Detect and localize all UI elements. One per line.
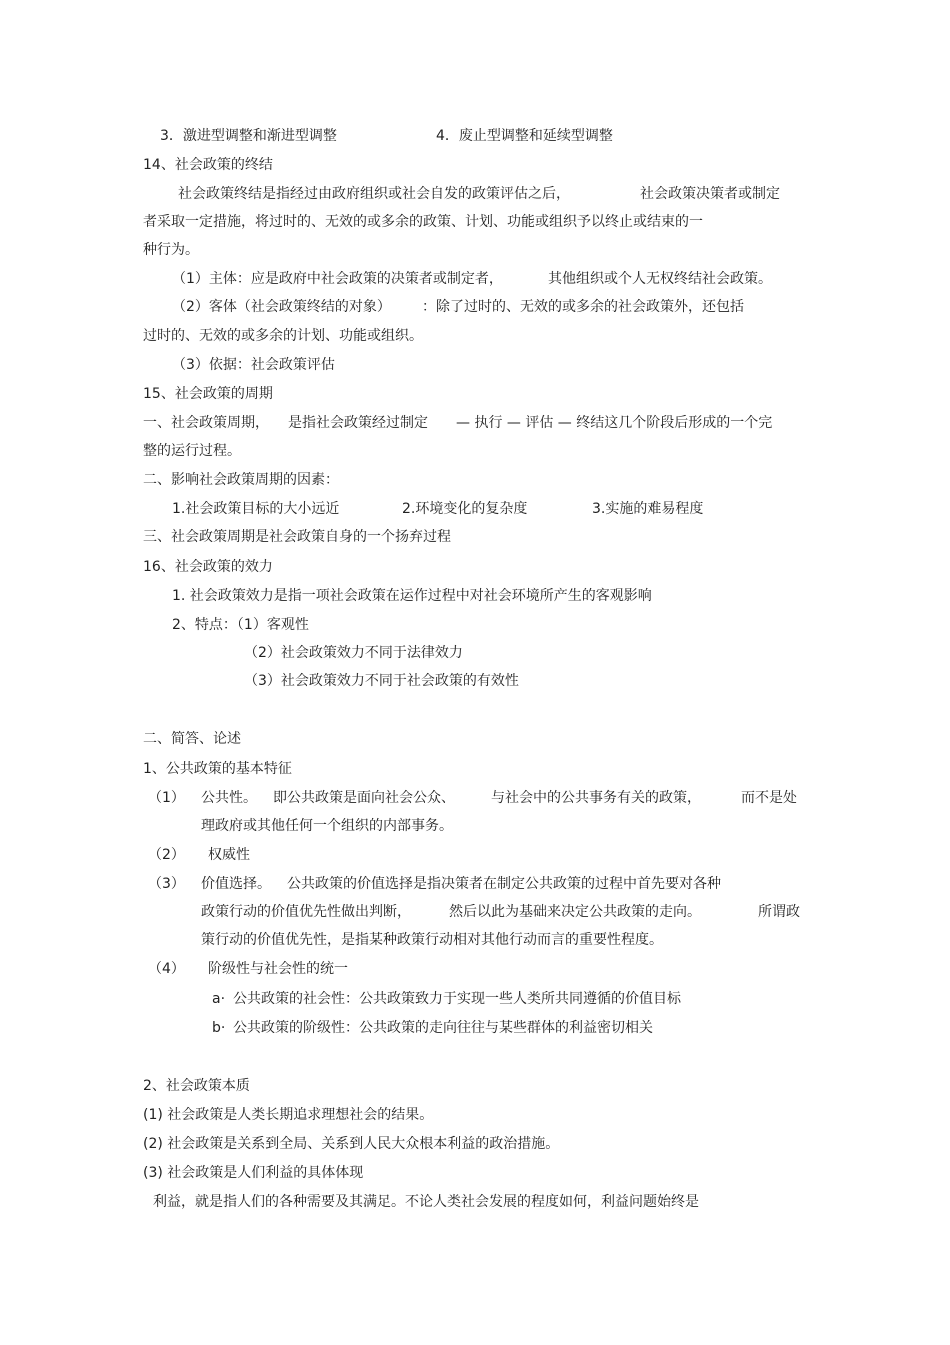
sub-item-class: 公共政策的阶级性：公共政策的走向往往与某些群体的利益密切相关 <box>233 1020 653 1036</box>
list-item: (1) 社会政策是人类长期追求理想社会的结果。 <box>143 1107 434 1123</box>
question-heading-1: 1、公共政策的基本特征 <box>143 761 292 777</box>
list-marker: （3） <box>148 876 185 892</box>
paragraph-line: 然后以此为基础来决定公共政策的走向。 <box>449 904 701 920</box>
paragraph-line: 者采取一定措施，将过时的、无效的或多余的政策、计划、功能或组织予以终止或结束的一 <box>143 214 703 230</box>
factor-item-1: 1.社会政策目标的大小远近 <box>172 501 340 517</box>
section-heading-16: 16、社会政策的效力 <box>143 559 273 575</box>
section-heading-14: 14、社会政策的终结 <box>143 157 273 173</box>
feature-authority: 权威性 <box>208 847 250 863</box>
list-item-basis: （3）依据：社会政策评估 <box>172 357 335 373</box>
paragraph-line: 理政府或其他任何一个组织的内部事务。 <box>201 818 453 834</box>
sub-marker: b· <box>212 1020 226 1036</box>
paragraph-line: 策行动的价值优先性，是指某种政策行动相对其他行动而言的重要性程度。 <box>201 932 663 948</box>
list-item: (2) 社会政策是关系到全局、关系到人民大众根本利益的政治措施。 <box>143 1136 560 1152</box>
factor-item-3: 3.实施的难易程度 <box>592 501 704 517</box>
sub-marker: a· <box>212 991 226 1007</box>
list-item-subject: （1）主体：应是政府中社会政策的决策者或制定者， <box>172 271 503 287</box>
paragraph-line: 三、社会政策周期是社会政策自身的一个扬弃过程 <box>143 529 451 545</box>
paragraph-line: 种行为。 <box>143 242 199 258</box>
paragraph-line: 即公共政策是面向社会公众、 <box>273 790 455 806</box>
paragraph-line: 社会政策终结是指经过由政府组织或社会自发的政策评估之后， <box>178 186 570 202</box>
paragraph-line: 与社会中的公共事务有关的政策， <box>491 790 701 806</box>
paragraph-line: 一、社会政策周期， <box>143 415 269 431</box>
feature-value-choice: 价值选择。 <box>201 876 271 892</box>
section-heading-15: 15、社会政策的周期 <box>143 386 273 402</box>
list-item: 1. 社会政策效力是指一项社会政策在运作过程中对社会环境所产生的客观影响 <box>172 588 652 604</box>
adjustment-type-3: 3．激进型调整和渐进型调整 <box>160 128 337 144</box>
paragraph-line: 政策行动的价值优先性做出判断， <box>201 904 411 920</box>
sub-item-social: 公共政策的社会性：公共政策致力于实现一些人类所共同遵循的价值目标 <box>233 991 681 1007</box>
factor-item-2: 2.环境变化的复杂度 <box>402 501 528 517</box>
list-marker: （2） <box>148 847 185 863</box>
paragraph-line: 二、影响社会政策周期的因素： <box>143 472 339 488</box>
paragraph-line: 公共政策的价值选择是指决策者在制定公共政策的过程中首先要对各种 <box>287 876 721 892</box>
paragraph-line: — 执行 — 评估 — 终结这几个阶段后形成的一个完 <box>456 415 773 431</box>
list-marker: （4） <box>148 961 185 977</box>
feature-class-social: 阶级性与社会性的统一 <box>208 961 348 977</box>
paragraph-line: 整的运行过程。 <box>143 443 241 459</box>
feature-publicity: 公共性。 <box>201 790 257 806</box>
list-item: 2、特点：（1）客观性 <box>172 617 309 633</box>
list-marker: （1） <box>148 790 185 806</box>
list-item-object: （2）客体（社会政策终结的对象） <box>172 299 391 315</box>
list-item-object-cont: 过时的、无效的或多余的计划、功能或组织。 <box>143 328 423 344</box>
list-item: (3) 社会政策是人们利益的具体体现 <box>143 1165 364 1181</box>
paragraph-line: 利益，就是指人们的各种需要及其满足。不论人类社会发展的程度如何，利益问题始终是 <box>153 1194 699 1210</box>
list-item: （3）社会政策效力不同于社会政策的有效性 <box>244 673 519 689</box>
question-heading-2: 2、社会政策本质 <box>143 1078 250 1094</box>
paragraph-line: 所谓政 <box>758 904 800 920</box>
paragraph-line: 社会政策决策者或制定 <box>640 186 780 202</box>
list-item-subject-cont: 其他组织或个人无权终结社会政策。 <box>548 271 772 287</box>
adjustment-type-4: 4．废止型调整和延续型调整 <box>436 128 613 144</box>
list-item: （2）社会政策效力不同于法律效力 <box>244 645 463 661</box>
paragraph-line: 是指社会政策经过制定 <box>288 415 428 431</box>
list-item-object-cont: ：除了过时的、无效的或多余的社会政策外，还包括 <box>422 299 744 315</box>
paragraph-line: 而不是处 <box>741 790 797 806</box>
part-heading: 二、简答、论述 <box>143 731 241 747</box>
